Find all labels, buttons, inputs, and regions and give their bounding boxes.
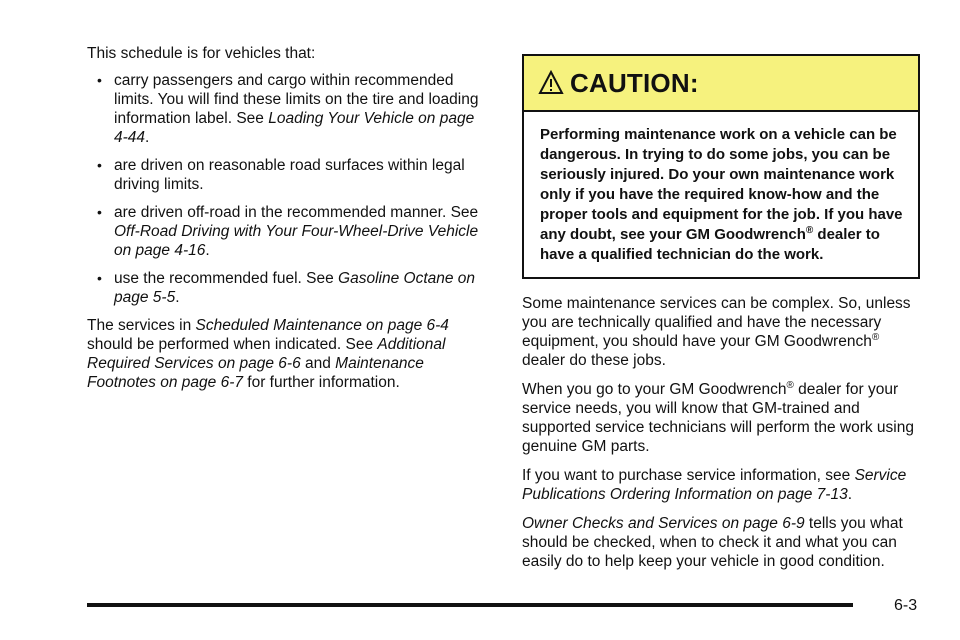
complexity-paragraph: Some maintenance services can be complex. So, unless you are technically qualified and have the necessary equipment, you should have your GM Goodwrench® dealer do these jobs.	[522, 295, 911, 369]
list-item: • are driven on reasonable road surfaces within legal driving limits.	[97, 157, 465, 193]
cross-reference: Owner Checks and Services on page 6-9	[522, 515, 805, 532]
services-paragraph: The services in Scheduled Maintenance on page 6-4 should be performed when indicated. See Additional Required Services on page 6-6 and Maintenance Footnotes on page 6-7 for further information.	[87, 317, 449, 391]
cross-reference: Loading Your Vehicle on page 4-44	[114, 110, 475, 146]
cross-reference: Maintenance Footnotes on page 6-7	[87, 355, 424, 391]
bullet-icon: •	[97, 157, 102, 173]
registered-mark: ®	[805, 225, 814, 236]
service-info-paragraph: If you want to purchase service information, see Service Publications Ordering Information on page 7-13.	[522, 467, 907, 503]
cross-reference: Additional Required Services on page 6-6	[87, 336, 446, 372]
caution-title: CAUTION:	[570, 67, 699, 98]
registered-mark: ®	[871, 331, 880, 343]
dealer-paragraph: When you go to your GM Goodwrench® dealer for your service needs, you will know that GM-trained and supported service technicians will perform the work using genuine GM parts.	[522, 379, 914, 455]
cross-reference: Gasoline Octane on page 5-5	[114, 270, 476, 306]
footer-rule	[87, 603, 853, 607]
page-number: 6-3	[894, 597, 918, 614]
cross-reference: Service Publications Ordering Information on page 7-13	[522, 467, 907, 503]
vehicle-criteria-list	[87, 71, 487, 307]
list-item: • carry passengers and cargo within recommended limits. You will find these limits on the tire and loading information label. See Loading Your Vehicle on page 4-44.	[97, 72, 479, 146]
bullet-icon: •	[97, 270, 102, 286]
caution-header	[524, 56, 918, 112]
list-item: • use the recommended fuel. See Gasoline Octane on page 5-5.	[97, 270, 476, 306]
owner-checks-paragraph: Owner Checks and Services on page 6-9 tells you what should be checked, when to check it and what you can easily do to help keep your vehicle in good condition.	[522, 515, 903, 570]
caution-box	[522, 54, 920, 279]
warning-triangle-icon	[538, 70, 564, 96]
left-column	[87, 44, 487, 392]
list-item: • are driven off-road in the recommended manner. See Off-Road Driving with Your Four-Wheel-Drive Vehicle on page 4-16.	[97, 204, 479, 259]
bullet-icon: •	[97, 72, 102, 88]
registered-mark: ®	[786, 379, 794, 391]
cross-reference: Scheduled Maintenance on page 6-4	[195, 317, 449, 334]
bullet-icon: •	[97, 204, 102, 220]
cross-reference: Off-Road Driving with Your Four-Wheel-Drive Vehicle on page 4-16	[114, 223, 479, 259]
caution-text: Performing maintenance work on a vehicle can be dangerous. In trying to do some jobs, you can be seriously injured. Do your own maintenance work only if you have the required know-how and the proper tools and equipment for the job. If you have any doubt, see your GM Goodwrench® dealer to have a qualified technician do the work.	[540, 126, 903, 263]
right-column	[522, 54, 924, 581]
schedule-intro: This schedule is for vehicles that:	[87, 45, 316, 62]
